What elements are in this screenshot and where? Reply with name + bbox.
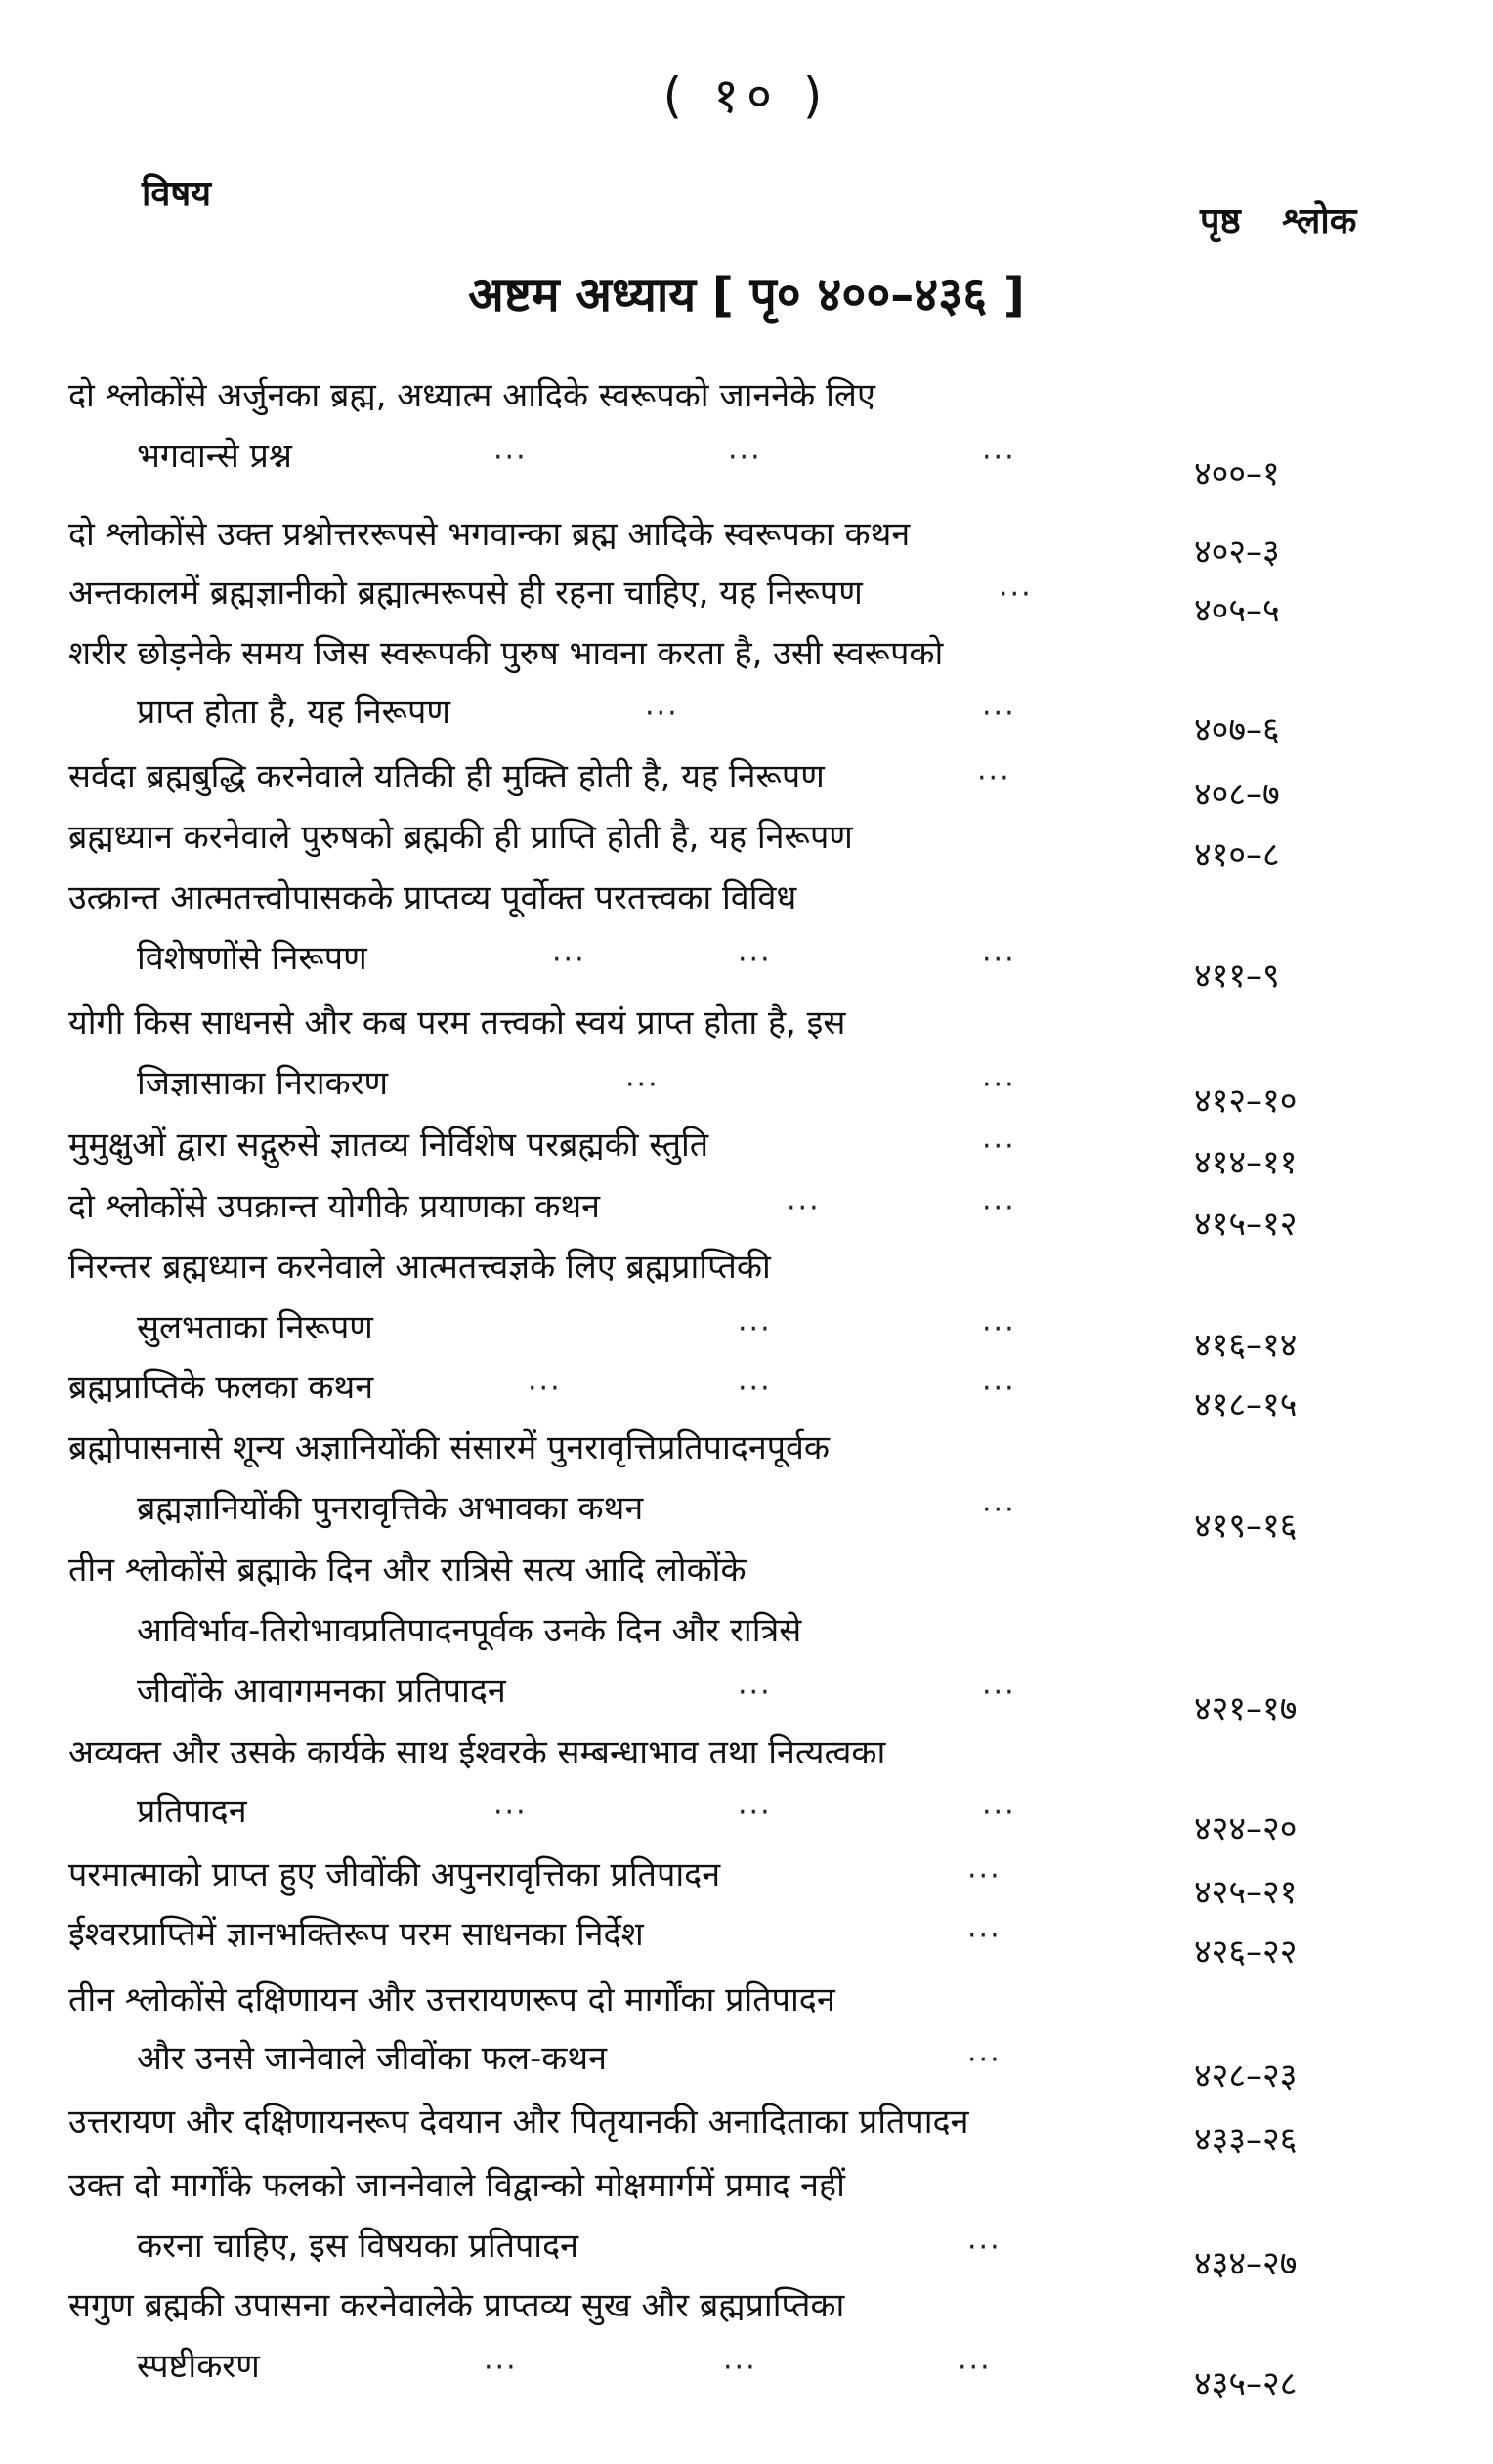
page-number: ( १० ) xyxy=(662,67,831,124)
entry-subject-continuation: जीवोंके आवागमनका प्रतिपादन xyxy=(137,1672,506,1711)
dot-leader: ··· xyxy=(552,943,586,977)
dot-leader: ··· xyxy=(977,761,1011,795)
dot-leader: ··· xyxy=(738,1676,772,1710)
entry-subject: दो श्लोकोंसे उक्त प्रश्नोत्तररूपसे भगवान्का ब्रह्म आदिके स्वरूपका कथन xyxy=(68,515,911,554)
dot-leader: ··· xyxy=(999,577,1033,612)
dot-leader: ··· xyxy=(982,697,1016,731)
dot-leader: ··· xyxy=(723,2351,757,2385)
dot-leader: ··· xyxy=(738,1312,772,1346)
entry-page-verse: ४००–१ xyxy=(1194,454,1280,493)
entry-page-verse: ४२५–२१ xyxy=(1194,1873,1298,1912)
entry-page-verse: ४२६–२२ xyxy=(1194,1933,1298,1972)
dot-leader: ··· xyxy=(982,1676,1016,1710)
entry-page-verse: ४१८–१५ xyxy=(1194,1385,1298,1424)
entry-subject: सर्वदा ब्रह्मबुद्धि करनेवाले यतिकी ही मुक्ति होती है, यह निरूपण xyxy=(68,757,825,796)
entry-subject: तीन श्लोकोंसे ब्रह्माके दिन और रात्रिसे सत्य आदि लोकोंके xyxy=(68,1551,746,1590)
dot-leader: ··· xyxy=(967,2230,1002,2265)
dot-leader: ··· xyxy=(493,441,528,475)
dot-leader: ··· xyxy=(982,1129,1016,1164)
entry-page-verse: ४२८–२३ xyxy=(1194,2057,1298,2096)
dot-leader: ··· xyxy=(967,2043,1002,2077)
entry-subject-continuation: करना चाहिए, इस विषयका प्रतिपादन xyxy=(137,2227,579,2266)
entry-page-verse: ४३५–२८ xyxy=(1194,2364,1298,2403)
dot-leader: ··· xyxy=(493,1796,528,1830)
entry-subject: परमात्माको प्राप्त हुए जीवोंकी अपुनरावृत्तिका प्रतिपादन xyxy=(68,1855,721,1894)
entry-page-verse: ४३४–२७ xyxy=(1194,2244,1298,2283)
entry-subject: योगी किस साधनसे और कब परम तत्त्वको स्वयं प्राप्त होता है, इस xyxy=(68,1003,846,1042)
entry-page-verse: ४०२–३ xyxy=(1194,532,1280,572)
entry-subject-continuation: प्राप्त होता है, यह निरूपण xyxy=(137,693,450,732)
entry-page-verse: ४१६–१४ xyxy=(1194,1326,1298,1365)
entry-subject: सगुण ब्रह्मकी उपासना करनेवालेके प्राप्तव्य सुख और ब्रह्मप्राप्तिका xyxy=(68,2286,845,2325)
entry-subject-continuation: आविर्भाव-तिरोभावप्रतिपादनपूर्वक उनके दिन और रात्रिसे xyxy=(137,1611,802,1650)
entry-subject-continuation: और उनसे जानेवाले जीवोंका फल-कथन xyxy=(137,2039,607,2078)
entry-subject: उत्तरायण और दक्षिणायनरूप देवयान और पितृयानकी अनादिताका प्रतिपादन xyxy=(68,2103,969,2142)
entry-page-verse: ४०८–७ xyxy=(1194,775,1280,814)
dot-leader: ··· xyxy=(738,1796,772,1830)
dot-leader: ··· xyxy=(484,2351,518,2385)
entry-subject: अन्तकालमें ब्रह्मज्ञानीको ब्रह्मात्मरूपसे ही रहना चाहिए, यह निरूपण xyxy=(68,574,863,613)
entry-subject: उत्क्रान्त आत्मतत्त्वोपासकके प्राप्तव्य पूर्वोक्त परतत्त्वका विविध xyxy=(68,878,797,917)
entry-page-verse: ४०७–६ xyxy=(1194,710,1280,749)
entry-subject: मुमुक्षुओं द्वारा सद्गुरुसे ज्ञातव्य निर्विशेष परब्रह्मकी स्तुति xyxy=(68,1126,709,1165)
entry-page-verse: ४१२–१० xyxy=(1194,1082,1298,1121)
entry-subject: ब्रह्मप्राप्तिके फलका कथन xyxy=(68,1368,374,1407)
dot-leader: ··· xyxy=(982,1068,1016,1102)
dot-leader: ··· xyxy=(728,441,762,475)
dot-leader: ··· xyxy=(967,1859,1002,1893)
dot-leader: ··· xyxy=(738,943,772,977)
entry-subject: ईश्वरप्राप्तिमें ज्ञानभक्तिरूप परम साधनका निर्देश xyxy=(68,1915,644,1954)
entry-subject-continuation: प्रतिपादन xyxy=(137,1792,247,1831)
dot-leader: ··· xyxy=(958,2351,992,2385)
entry-subject: दो श्लोकोंसे अर्जुनका ब्रह्म, अध्यात्म आदिके स्वरूपको जाननेके लिए xyxy=(68,376,875,415)
dot-leader: ··· xyxy=(982,441,1016,475)
dot-leader: ··· xyxy=(625,1068,660,1102)
column-header-subject: विषय xyxy=(142,174,212,214)
entry-subject-continuation: स्पष्टीकरण xyxy=(137,2347,260,2386)
entry-subject-continuation: ब्रह्मज्ञानियोंकी पुनरावृत्तिके अभावका कथन xyxy=(137,1489,644,1528)
dot-leader: ··· xyxy=(982,1372,1016,1406)
entry-page-verse: ४१०–८ xyxy=(1194,835,1280,874)
dot-leader: ··· xyxy=(787,1191,821,1225)
entry-subject: तीन श्लोकोंसे दक्षिणायन और उत्तरायणरूप दो मार्गोंका प्रतिपादन xyxy=(68,1980,835,2019)
entry-subject-continuation: भगवान्से प्रश्न xyxy=(137,437,292,476)
entry-page-verse: ४१९–१६ xyxy=(1194,1507,1298,1546)
entry-page-verse: ४०५–५ xyxy=(1194,591,1280,630)
dot-leader: ··· xyxy=(738,1372,772,1406)
entry-page-verse: ४३३–२६ xyxy=(1194,2120,1298,2159)
entry-page-verse: ४१४–११ xyxy=(1194,1143,1298,1182)
dot-leader: ··· xyxy=(967,1919,1002,1953)
entry-subject-continuation: जिज्ञासाका निराकरण xyxy=(137,1064,389,1103)
entry-subject: अव्यक्त और उसके कार्यके साथ ईश्वरके सम्बन्धाभाव तथा नित्यत्वका xyxy=(68,1733,886,1772)
dot-leader: ··· xyxy=(982,1493,1016,1527)
entry-page-verse: ४१५–१२ xyxy=(1194,1205,1298,1244)
entry-subject: उक्त दो मार्गोंके फलको जाननेवाले विद्वान्को मोक्षमार्गमें प्रमाद नहीं xyxy=(68,2166,845,2205)
dot-leader: ··· xyxy=(982,1191,1016,1225)
entry-page-verse: ४११–९ xyxy=(1194,956,1280,996)
chapter-title: अष्टम अध्याय [ पृ० ४००–४३६ ] xyxy=(468,268,1025,322)
dot-leader: ··· xyxy=(982,943,1016,977)
entry-page-verse: ४२४–२० xyxy=(1194,1809,1298,1848)
entry-subject-continuation: सुलभताका निरूपण xyxy=(137,1308,373,1347)
dot-leader: ··· xyxy=(982,1312,1016,1346)
entry-page-verse: ४२१–१७ xyxy=(1194,1689,1298,1728)
entry-subject-continuation: विशेषणोंसे निरूपण xyxy=(137,939,367,978)
entry-subject: शरीर छोड़नेके समय जिस स्वरूपकी पुरुष भावना करता है, उसी स्वरूपको xyxy=(68,634,944,673)
dot-leader: ··· xyxy=(645,697,679,731)
entry-subject: निरन्तर ब्रह्मध्यान करनेवाले आत्मतत्त्वज्ञके लिए ब्रह्मप्राप्तिकी xyxy=(68,1248,771,1287)
column-header-page-verse: पृष्ठ श्लोक xyxy=(1200,201,1357,241)
dot-leader: ··· xyxy=(528,1372,562,1406)
dot-leader: ··· xyxy=(982,1796,1016,1830)
entry-subject: दो श्लोकोंसे उपक्रान्त योगीके प्रयाणका कथन xyxy=(68,1187,601,1226)
entry-subject: ब्रह्मध्यान करनेवाले पुरुषको ब्रह्मकी ही प्राप्ति होती है, यह निरूपण xyxy=(68,818,853,857)
entry-subject: ब्रह्मोपासनासे शून्य अज्ञानियोंकी संसारमें पुनरावृत्तिप्रतिपादनपूर्वक xyxy=(68,1428,831,1467)
